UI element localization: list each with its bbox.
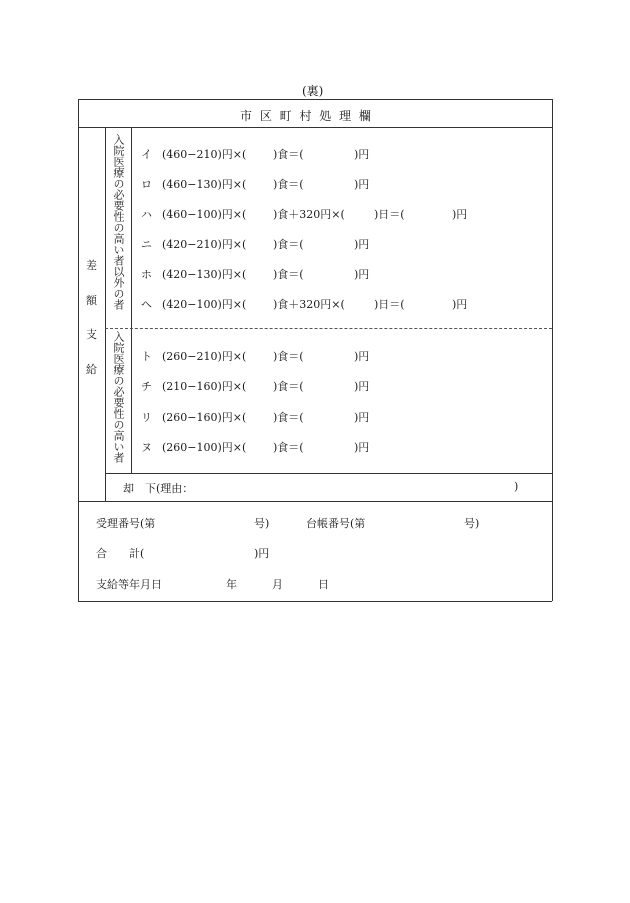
row-end: )円 <box>354 380 370 393</box>
frame-right <box>552 99 553 601</box>
row-mid: )食＝( <box>273 411 304 424</box>
row-letter: ヘ <box>141 298 152 311</box>
row-letter: ホ <box>141 268 152 281</box>
row-formula: (420−130)円×( <box>162 268 247 281</box>
page-label: (裏) <box>302 84 324 98</box>
section-char-1: 差 <box>86 259 97 272</box>
row-formula: (420−210)円×( <box>162 238 247 251</box>
frame-top <box>78 99 552 100</box>
row-end: )円 <box>354 178 370 191</box>
section-char-2: 額 <box>86 294 97 307</box>
row-letter: ト <box>141 350 152 363</box>
row-letter: ヌ <box>141 441 152 454</box>
row-mid: )食＝( <box>273 441 304 454</box>
section-col-divider <box>105 127 106 501</box>
row-mid: )食＝( <box>273 238 304 251</box>
group2-label: 入院医療の必要性の高い者 <box>112 331 125 463</box>
row-end: )円 <box>354 441 370 454</box>
row-end: )円 <box>354 148 370 161</box>
ledger-number-end: 号) <box>464 517 480 530</box>
row-end: )円 <box>354 411 370 424</box>
row-end: )円 <box>354 350 370 363</box>
section-char-3: 支 <box>86 328 97 341</box>
footer-divider <box>78 501 552 502</box>
row-formula: (460−100)円×( <box>162 208 247 221</box>
row-end: )円 <box>452 208 468 221</box>
row-mid2: )日＝( <box>374 298 405 311</box>
rejection-label: 却 下(理由： <box>123 482 194 495</box>
payment-date-label: 支給等年月日 <box>96 578 162 591</box>
row-mid: )食＝( <box>273 350 304 363</box>
row-formula: (420−100)円×( <box>162 298 247 311</box>
group1-label: 入院医療の必要性の高い者以外の者 <box>112 134 125 310</box>
header-title: 市 区 町 村 処 理 欄 <box>240 109 373 123</box>
row-mid: )食＝( <box>273 268 304 281</box>
row-letter: チ <box>141 380 152 393</box>
row-mid: )食＝( <box>273 178 304 191</box>
rejection-divider <box>105 473 552 474</box>
row-mid: )食＝( <box>273 380 304 393</box>
ledger-number-label: 台帳番号(第 <box>306 517 366 530</box>
receipt-number-end: 号) <box>254 517 270 530</box>
row-mid2: )日＝( <box>374 208 405 221</box>
total-end: )円 <box>254 547 270 560</box>
row-end: )円 <box>452 298 468 311</box>
row-end: )円 <box>354 268 370 281</box>
row-letter: イ <box>141 148 152 161</box>
row-formula: (460−210)円×( <box>162 148 247 161</box>
receipt-number-label: 受理番号(第 <box>96 517 156 530</box>
row-letter: ロ <box>141 178 152 191</box>
row-formula: (260−100)円×( <box>162 441 247 454</box>
row-letter: リ <box>141 411 152 424</box>
rejection-close: ) <box>514 480 519 493</box>
row-mid: )食＝( <box>273 148 304 161</box>
row-formula: (210−160)円×( <box>162 380 247 393</box>
payment-date-day: 日 <box>318 578 329 591</box>
frame-left <box>78 99 79 601</box>
payment-date-year: 年 <box>226 578 237 591</box>
frame-bottom <box>78 601 552 602</box>
payment-date-month: 月 <box>272 578 283 591</box>
group-col-divider <box>131 127 132 473</box>
header-divider <box>78 127 552 128</box>
row-formula: (260−210)円×( <box>162 350 247 363</box>
row-letter: ハ <box>141 208 152 221</box>
section-char-4: 給 <box>86 363 97 376</box>
row-formula: (260−160)円×( <box>162 411 247 424</box>
row-letter: ニ <box>141 238 152 251</box>
row-mid: )食＋320円×( <box>273 298 345 311</box>
group-divider <box>105 328 552 329</box>
row-end: )円 <box>354 238 370 251</box>
row-mid: )食＋320円×( <box>273 208 345 221</box>
total-label: 合 計( <box>96 547 145 560</box>
row-formula: (460−130)円×( <box>162 178 247 191</box>
